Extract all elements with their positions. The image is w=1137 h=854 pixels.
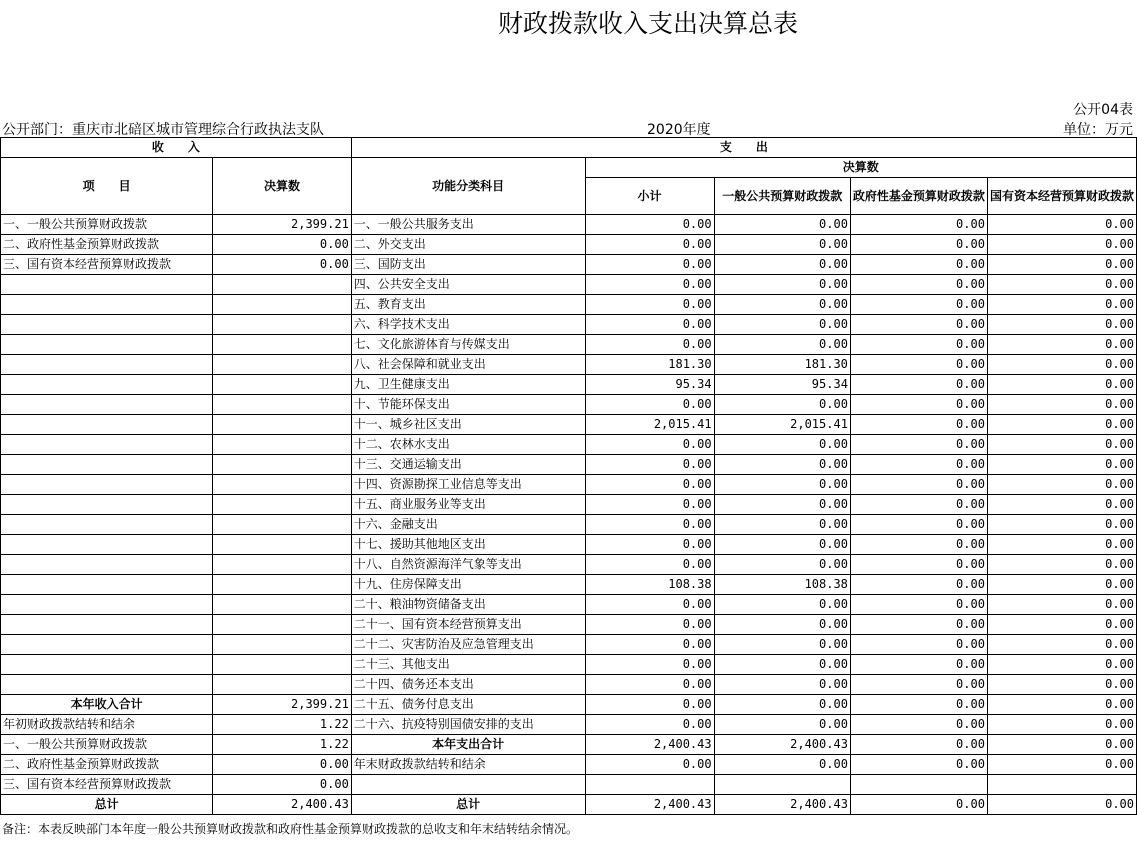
table-row [1, 315, 1137, 335]
gen-cell: 0.00 [714, 255, 850, 275]
state-cell [987, 775, 1136, 795]
expense-item-cell: 十、节能环保支出 [351, 395, 585, 415]
subtotal-cell: 0.00 [585, 495, 714, 515]
expense-item-cell: 十八、自然资源海洋气象等支出 [351, 555, 585, 575]
state-cell: 0.00 [987, 255, 1136, 275]
subtotal-cell: 0.00 [585, 555, 714, 575]
state-cell: 0.00 [987, 475, 1136, 495]
income-amount-cell [213, 675, 352, 695]
unit-label: 单位：万元 [1063, 122, 1133, 138]
subtotal-cell: 0.00 [585, 595, 714, 615]
income-item-cell [1, 275, 213, 295]
table-row [1, 655, 1137, 675]
gen-cell: 0.00 [714, 275, 850, 295]
table-row [1, 355, 1137, 375]
expense-item-cell: 二十四、债务还本支出 [351, 675, 585, 695]
state-cell: 0.00 [987, 395, 1136, 415]
fund-cell [850, 775, 987, 795]
table-row [1, 575, 1137, 595]
gen-cell: 0.00 [714, 335, 850, 355]
income-item-cell: 总计 [1, 795, 213, 815]
state-cell: 0.00 [987, 795, 1136, 815]
gen-cell [714, 775, 850, 795]
budget-table [0, 137, 1137, 815]
fund-cell: 0.00 [850, 335, 987, 355]
state-cell: 0.00 [987, 735, 1136, 755]
fund-cell: 0.00 [850, 575, 987, 595]
subtotal-cell: 0.00 [585, 475, 714, 495]
table-row [1, 415, 1137, 435]
state-cell: 0.00 [987, 455, 1136, 475]
fund-cell: 0.00 [850, 755, 987, 775]
state-cell: 0.00 [987, 495, 1136, 515]
subtotal-cell: 0.00 [585, 515, 714, 535]
title-area [0, 0, 1137, 40]
expense-item-cell: 十一、城乡社区支出 [351, 415, 585, 435]
table-row [1, 335, 1137, 355]
subtotal-header: 小计 [585, 178, 714, 215]
expense-item-cell: 二、外交支出 [351, 235, 585, 255]
gen-cell: 108.38 [714, 575, 850, 595]
fund-cell: 0.00 [850, 495, 987, 515]
subtotal-cell: 0.00 [585, 255, 714, 275]
fund-cell: 0.00 [850, 735, 987, 755]
income-amount-cell [213, 295, 352, 315]
expense-item-cell: 四、公共安全支出 [351, 275, 585, 295]
expense-item-cell: 八、社会保障和就业支出 [351, 355, 585, 375]
table-row [1, 255, 1137, 275]
income-item-cell [1, 475, 213, 495]
subtotal-cell: 108.38 [585, 575, 714, 595]
subtotal-cell: 0.00 [585, 675, 714, 695]
fund-cell: 0.00 [850, 595, 987, 615]
subtotal-cell: 0.00 [585, 455, 714, 475]
subtotal-cell: 0.00 [585, 535, 714, 555]
expense-item-cell: 总计 [351, 795, 585, 815]
table-row [1, 375, 1137, 395]
header-row-1 [1, 138, 1137, 158]
state-header: 国有资本经营预算财政拨款 [987, 178, 1136, 215]
income-item-cell [1, 515, 213, 535]
gen-cell: 0.00 [714, 455, 850, 475]
year-label: 2020年度 [647, 122, 711, 138]
table-row [1, 435, 1137, 455]
income-amount-cell [213, 535, 352, 555]
page-title: 财政拨款收入支出决算总表 [498, 9, 799, 38]
income-item-cell [1, 395, 213, 415]
expense-item-cell [351, 775, 585, 795]
table-row [1, 475, 1137, 495]
expense-item-cell: 二十、粮油物资储备支出 [351, 595, 585, 615]
income-amount-cell: 2,399.21 [213, 215, 352, 235]
fund-cell: 0.00 [850, 615, 987, 635]
gen-cell: 0.00 [714, 695, 850, 715]
expense-item-cell: 十六、金融支出 [351, 515, 585, 535]
income-item-cell [1, 315, 213, 335]
income-amount-cell [213, 615, 352, 635]
gen-cell: 2,400.43 [714, 735, 850, 755]
income-item-cell [1, 595, 213, 615]
income-item-cell [1, 335, 213, 355]
state-cell: 0.00 [987, 675, 1136, 695]
income-amount-cell [213, 555, 352, 575]
income-item-cell: 二、政府性基金预算财政拨款 [1, 235, 213, 255]
table-row [1, 515, 1137, 535]
fund-cell: 0.00 [850, 515, 987, 535]
subtotal-cell: 0.00 [585, 275, 714, 295]
fund-cell: 0.00 [850, 215, 987, 235]
table-row [1, 455, 1137, 475]
gen-cell: 0.00 [714, 515, 850, 535]
income-item-cell [1, 675, 213, 695]
fund-cell: 0.00 [850, 415, 987, 435]
subtotal-cell: 0.00 [585, 695, 714, 715]
gen-cell: 0.00 [714, 535, 850, 555]
income-amount-cell: 0.00 [213, 775, 352, 795]
expense-item-cell: 一、一般公共服务支出 [351, 215, 585, 235]
expense-item-cell: 十九、住房保障支出 [351, 575, 585, 595]
fund-cell: 0.00 [850, 295, 987, 315]
income-amount-cell [213, 575, 352, 595]
table-row [1, 595, 1137, 615]
income-amount-cell [213, 415, 352, 435]
income-item-cell [1, 615, 213, 635]
income-amount-cell [213, 595, 352, 615]
gen-header: 一般公共预算财政拨款 [714, 178, 850, 215]
income-amount-cell [213, 515, 352, 535]
income-item-cell [1, 355, 213, 375]
expense-item-cell: 本年支出合计 [351, 735, 585, 755]
expense-item-cell: 二十五、债务付息支出 [351, 695, 585, 715]
state-cell: 0.00 [987, 655, 1136, 675]
state-cell: 0.00 [987, 715, 1136, 735]
table-row [1, 215, 1137, 235]
state-cell: 0.00 [987, 695, 1136, 715]
income-amount-cell: 0.00 [213, 255, 352, 275]
gen-cell: 0.00 [714, 655, 850, 675]
state-cell: 0.00 [987, 335, 1136, 355]
income-item-cell [1, 495, 213, 515]
table-row [1, 735, 1137, 755]
income-amount-cell: 0.00 [213, 235, 352, 255]
amount-group-header: 决算数 [585, 158, 1136, 178]
income-item-cell: 本年收入合计 [1, 695, 213, 715]
state-cell: 0.00 [987, 375, 1136, 395]
table-row [1, 695, 1137, 715]
gen-cell: 0.00 [714, 675, 850, 695]
amount-header: 决算数 [213, 158, 352, 215]
income-amount-cell [213, 475, 352, 495]
expense-item-cell: 十四、资源勘探工业信息等支出 [351, 475, 585, 495]
table-row [1, 555, 1137, 575]
expense-header: 支 出 [351, 138, 1136, 158]
gen-cell: 0.00 [714, 215, 850, 235]
expense-item-cell: 二十一、国有资本经营预算支出 [351, 615, 585, 635]
footnote: 备注：本表反映部门本年度一般公共预算财政拨款和政府性基金预算财政拨款的总收支和年末结转结余情况。 [2, 822, 579, 836]
income-amount-cell [213, 635, 352, 655]
table-row [1, 495, 1137, 515]
subtotal-cell: 0.00 [585, 215, 714, 235]
table-row [1, 535, 1137, 555]
fund-cell: 0.00 [850, 715, 987, 735]
state-cell: 0.00 [987, 215, 1136, 235]
subtotal-cell: 0.00 [585, 235, 714, 255]
expense-item-cell: 二十六、抗疫特别国债安排的支出 [351, 715, 585, 735]
table-row [1, 755, 1137, 775]
subtotal-cell: 2,400.43 [585, 735, 714, 755]
subtotal-cell: 0.00 [585, 615, 714, 635]
income-item-cell: 三、国有资本经营预算财政拨款 [1, 255, 213, 275]
table-row [1, 395, 1137, 415]
income-amount-cell [213, 335, 352, 355]
income-amount-cell [213, 655, 352, 675]
subtotal-cell: 0.00 [585, 655, 714, 675]
gen-cell: 0.00 [714, 475, 850, 495]
fund-cell: 0.00 [850, 355, 987, 375]
func-header: 功能分类科目 [351, 158, 585, 215]
subtotal-cell: 0.00 [585, 295, 714, 315]
gen-cell: 95.34 [714, 375, 850, 395]
department-label: 公开部门：重庆市北碚区城市管理综合行政执法支队 [2, 122, 324, 138]
fund-cell: 0.00 [850, 535, 987, 555]
income-amount-cell: 0.00 [213, 755, 352, 775]
income-item-cell: 年初财政拨款结转和结余 [1, 715, 213, 735]
expense-item-cell: 十七、援助其他地区支出 [351, 535, 585, 555]
table-row [1, 275, 1137, 295]
state-cell: 0.00 [987, 595, 1136, 615]
subtotal-cell: 95.34 [585, 375, 714, 395]
fund-cell: 0.00 [850, 255, 987, 275]
fund-cell: 0.00 [850, 375, 987, 395]
income-amount-cell [213, 375, 352, 395]
expense-item-cell: 六、科学技术支出 [351, 315, 585, 335]
expense-item-cell: 二十三、其他支出 [351, 655, 585, 675]
header-row-2 [1, 158, 1137, 178]
fund-cell: 0.00 [850, 395, 987, 415]
table-row [1, 635, 1137, 655]
income-item-cell [1, 415, 213, 435]
state-cell: 0.00 [987, 415, 1136, 435]
income-item-cell [1, 435, 213, 455]
income-item-cell [1, 555, 213, 575]
form-number: 公开04表 [1073, 102, 1133, 118]
income-item-cell [1, 295, 213, 315]
income-amount-cell [213, 455, 352, 475]
subtotal-cell: 2,015.41 [585, 415, 714, 435]
income-item-cell [1, 635, 213, 655]
state-cell: 0.00 [987, 615, 1136, 635]
gen-cell: 2,015.41 [714, 415, 850, 435]
state-cell: 0.00 [987, 435, 1136, 455]
income-item-cell [1, 455, 213, 475]
income-item-cell [1, 655, 213, 675]
gen-cell: 0.00 [714, 295, 850, 315]
state-cell: 0.00 [987, 315, 1136, 335]
fund-cell: 0.00 [850, 555, 987, 575]
state-cell: 0.00 [987, 575, 1136, 595]
gen-cell: 2,400.43 [714, 795, 850, 815]
expense-item-cell: 二十二、灾害防治及应急管理支出 [351, 635, 585, 655]
table-row [1, 235, 1137, 255]
state-cell: 0.00 [987, 535, 1136, 555]
item-header: 项 目 [1, 158, 213, 215]
subtotal-cell: 0.00 [585, 435, 714, 455]
subtotal-cell: 0.00 [585, 335, 714, 355]
gen-cell: 0.00 [714, 555, 850, 575]
expense-item-cell: 五、教育支出 [351, 295, 585, 315]
gen-cell: 0.00 [714, 495, 850, 515]
state-cell: 0.00 [987, 295, 1136, 315]
gen-cell: 0.00 [714, 755, 850, 775]
state-cell: 0.00 [987, 755, 1136, 775]
income-amount-cell: 1.22 [213, 715, 352, 735]
subtotal-cell: 0.00 [585, 395, 714, 415]
table-row [1, 715, 1137, 735]
state-cell: 0.00 [987, 555, 1136, 575]
subtotal-cell: 2,400.43 [585, 795, 714, 815]
income-item-cell: 一、一般公共预算财政拨款 [1, 735, 213, 755]
gen-cell: 0.00 [714, 395, 850, 415]
expense-item-cell: 十五、商业服务业等支出 [351, 495, 585, 515]
table-row [1, 295, 1137, 315]
income-amount-cell [213, 435, 352, 455]
income-item-cell [1, 535, 213, 555]
income-item-cell: 三、国有资本经营预算财政拨款 [1, 775, 213, 795]
income-amount-cell [213, 495, 352, 515]
fund-cell: 0.00 [850, 475, 987, 495]
state-cell: 0.00 [987, 235, 1136, 255]
gen-cell: 0.00 [714, 315, 850, 335]
gen-cell: 0.00 [714, 435, 850, 455]
gen-cell: 181.30 [714, 355, 850, 375]
income-header: 收 入 [1, 138, 352, 158]
fund-cell: 0.00 [850, 675, 987, 695]
subtotal-cell: 0.00 [585, 635, 714, 655]
gen-cell: 0.00 [714, 595, 850, 615]
income-item-cell [1, 375, 213, 395]
table-row [1, 795, 1137, 815]
table-row [1, 615, 1137, 635]
gen-cell: 0.00 [714, 235, 850, 255]
expense-item-cell: 年末财政拨款结转和结余 [351, 755, 585, 775]
expense-item-cell: 十二、农林水支出 [351, 435, 585, 455]
subtotal-cell: 0.00 [585, 715, 714, 735]
state-cell: 0.00 [987, 275, 1136, 295]
income-item-cell: 二、政府性基金预算财政拨款 [1, 755, 213, 775]
fund-cell: 0.00 [850, 655, 987, 675]
income-amount-cell [213, 395, 352, 415]
expense-item-cell: 七、文化旅游体育与传媒支出 [351, 335, 585, 355]
fund-cell: 0.00 [850, 235, 987, 255]
subtotal-cell [585, 775, 714, 795]
expense-item-cell: 九、卫生健康支出 [351, 375, 585, 395]
subtotal-cell: 181.30 [585, 355, 714, 375]
state-cell: 0.00 [987, 355, 1136, 375]
income-amount-cell: 1.22 [213, 735, 352, 755]
table-row [1, 775, 1137, 795]
income-amount-cell [213, 275, 352, 295]
income-amount-cell: 2,400.43 [213, 795, 352, 815]
fund-cell: 0.00 [850, 635, 987, 655]
state-cell: 0.00 [987, 635, 1136, 655]
subtotal-cell: 0.00 [585, 755, 714, 775]
state-cell: 0.00 [987, 515, 1136, 535]
income-amount-cell: 2,399.21 [213, 695, 352, 715]
fund-cell: 0.00 [850, 455, 987, 475]
table-row [1, 675, 1137, 695]
fund-cell: 0.00 [850, 315, 987, 335]
income-amount-cell [213, 355, 352, 375]
gen-cell: 0.00 [714, 615, 850, 635]
fund-cell: 0.00 [850, 795, 987, 815]
fund-cell: 0.00 [850, 435, 987, 455]
gen-cell: 0.00 [714, 635, 850, 655]
fund-cell: 0.00 [850, 275, 987, 295]
gen-cell: 0.00 [714, 715, 850, 735]
subtotal-cell: 0.00 [585, 315, 714, 335]
expense-item-cell: 十三、交通运输支出 [351, 455, 585, 475]
income-item-cell: 一、一般公共预算财政拨款 [1, 215, 213, 235]
fund-header: 政府性基金预算财政拨款 [850, 178, 987, 215]
fund-cell: 0.00 [850, 695, 987, 715]
income-item-cell [1, 575, 213, 595]
expense-item-cell: 三、国防支出 [351, 255, 585, 275]
income-amount-cell [213, 315, 352, 335]
